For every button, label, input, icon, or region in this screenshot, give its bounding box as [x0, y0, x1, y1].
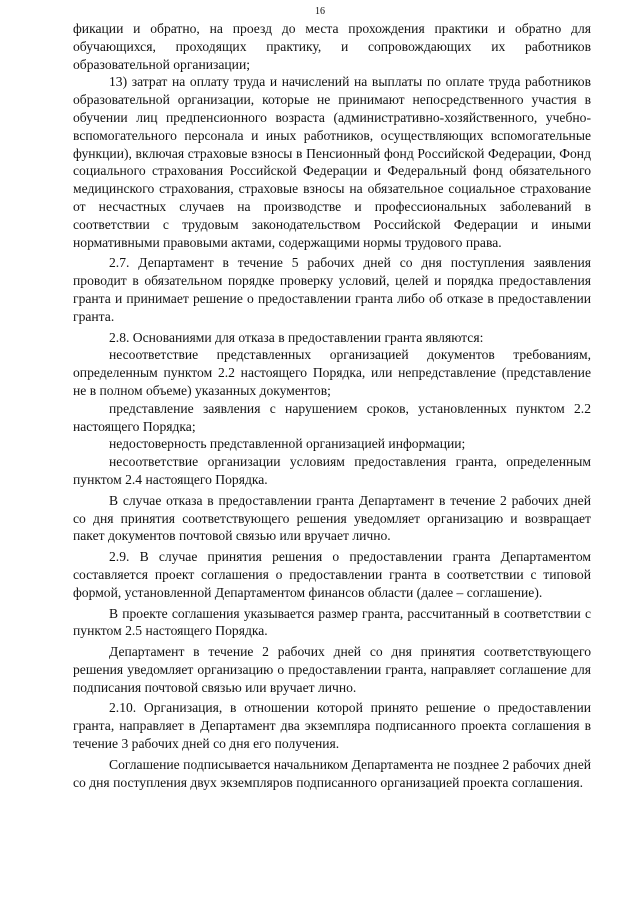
paragraph-refusal-reason-4: несоответствие организации условиям предоставления гранта, определенным пунктом 2.4 настоящего Порядка.	[73, 454, 591, 487]
paragraph-2-10: 2.10. Организация, в отношении которой принято решение о предоставлении гранта, направляет в Департамент два экземпляра подписанного проекта соглашения в течение 3 рабочих дней со дня его получения.	[73, 700, 591, 752]
paragraph-refusal-reason-2: представление заявления с нарушением сроков, установленных пунктом 2.2 настоящего Порядка;	[73, 400, 591, 434]
paragraph-2-8: 2.8. Основаниями для отказа в предоставлении гранта являются:	[109, 329, 484, 345]
paragraph-grant-amount: В проекте соглашения указывается размер гранта, рассчитанный в соответствии с пунктом 2.5 настоящего Порядка.	[73, 605, 591, 639]
paragraph-2-9: 2.9. В случае принятия решения о предоставлении гранта Департаментом составляется проект соглашения о предоставлении гранта в соответствии с типовой формой, установленной Департаментом финансов области (далее – соглашение).	[73, 549, 591, 600]
paragraph-agreement-signing: Соглашение подписывается начальником Департамента не позднее 2 рабочих дней со дня поступления двух экземпляров подписанного организацией проекта соглашения.	[73, 756, 591, 790]
page-number: 16	[315, 6, 325, 17]
document-body	[73, 20, 591, 791]
paragraph-2-7: 2.7. Департамент в течение 5 рабочих дней со дня поступления заявления проводит в обязательном порядке проверку условий, целей и порядка предоставления гранта и принимает решение о предоставлении гранта либо об отказе в предоставлении гранта.	[73, 255, 591, 324]
paragraph-refusal-reason-1: несоответствие представленных организацией документов требованиям, определенным пунктом 2.2 настоящего Порядка, или непредставление (представление не в полном объеме) указанных документов;	[73, 347, 591, 398]
paragraph-item-13: 13) затрат на оплату труда и начислений на выплаты по оплате труда работников образовательной организации, которые не принимают непосредственного участия в обучении лиц предпенсионного возраста (административно-хозяйственного, учебно-вспомогательного персонала и иных работников, осуществляющих вспомогательные функции), включая страховые взносы в Пенсионный фонд Российской Федерации, Фонд социального страхования Российской Федерации и Федеральный фонд обязательного медицинского страхования, страховые взносы на обязательное социальное страхование от несчастных случаев на производстве и профессиональных заболеваний в соответствии с трудовым законодательством Российской Федерации и иными нормативными правовыми актами, содержащими нормы трудового права.	[73, 74, 591, 250]
paragraph-grant-notice: Департамент в течение 2 рабочих дней со дня принятия соответствующего решения уведомляет организацию о предоставлении гранта, направляет соглашение для подписания почтовой связью или вручает лично.	[73, 644, 591, 695]
paragraph-refusal-notice: В случае отказа в предоставлении гранта Департамент в течение 2 рабочих дней со дня принятия соответствующего решения уведомляет организацию и возвращает пакет документов почтовой связью или вручает лично.	[73, 492, 591, 544]
paragraph-continuation: фикации и обратно, на проезд до места прохождения практики и обратно для обучающихся, проходящих практику, и сопровождающих их работников образовательной организации;	[73, 21, 591, 72]
paragraph-refusal-reason-3: недостоверность представленной организацией информации;	[109, 436, 466, 452]
